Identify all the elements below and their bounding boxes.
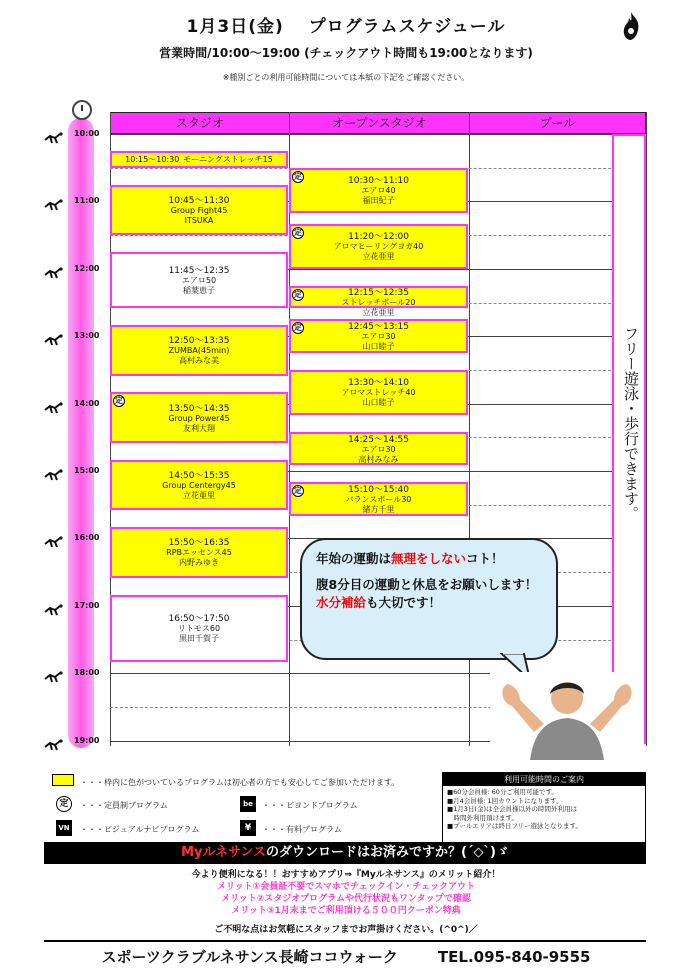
program-instructor: 黒田千賀子 [179, 634, 219, 644]
program-name: エアロ30 [361, 332, 396, 342]
legend-vn-text: ・・・ビジュアルナビプログラム [80, 825, 200, 834]
hour-label: 13:00 [74, 331, 100, 341]
open_studio-program-block [289, 319, 468, 353]
program-instructor: 福田紀子 [362, 196, 395, 206]
tei-icon: 定 [294, 227, 302, 237]
program-time: 14:25〜14:55 [348, 434, 409, 445]
runner-icon [44, 739, 64, 751]
runner-icon [44, 334, 64, 346]
open_studio-program-block [289, 432, 468, 466]
hour-label: 11:00 [74, 196, 100, 206]
tei-icon: 定 [56, 796, 72, 812]
program-time: 10:45〜11:30 [168, 195, 230, 206]
timeline-bar [68, 118, 94, 748]
flame-logo-icon [620, 10, 642, 42]
usage-info-line: ■プールエリアは終日フリー遊泳となります。 [447, 822, 583, 830]
program-time: 10:30〜11:10 [348, 176, 409, 187]
open_studio-program-block [289, 370, 468, 415]
runner-icon [44, 267, 64, 279]
usage-info-title: 利用可能時間のご案内 [443, 773, 645, 786]
program-instructor: 立花亜里 [362, 252, 395, 262]
column-header-pool: プール [469, 112, 646, 134]
hour-label: 16:00 [74, 533, 100, 543]
program-time: 12:15〜12:35 [348, 287, 409, 298]
program-name: Group Fight45 [170, 205, 228, 215]
program-name: エアロ50 [181, 276, 217, 286]
hour-label: 14:00 [74, 398, 100, 408]
grid-vline [646, 112, 647, 746]
tei-icon: 定 [294, 486, 302, 496]
program-name: Group Centergy45 [162, 481, 236, 491]
program-time: 11:45〜12:35 [168, 266, 230, 277]
column-header-open-studio: オープンスタジオ [289, 112, 470, 134]
program-name: リトモス60 [177, 624, 221, 634]
merit-2: メリット②スタジオプログラムや代行状況もワンタップで確認 [221, 894, 471, 904]
studio-program-block [110, 392, 288, 443]
program-name: エアロ40 [361, 186, 396, 196]
usage-info-line: 時間外利用頂けます。 [447, 813, 518, 822]
yen-icon: ¥ [240, 820, 256, 836]
program-time: 13:50〜14:35 [168, 403, 230, 414]
usage-info-lines [443, 786, 645, 833]
studio-program-block [110, 527, 288, 578]
runner-icon [44, 671, 64, 683]
program-instructor: ITSUKA [184, 215, 214, 225]
pool-text: フリー遊泳・歩行できます。 [622, 326, 640, 521]
program-name: アロマヒーリングヨガ40 [333, 242, 424, 252]
open_studio-program-block [289, 286, 468, 317]
studio-program-block [110, 325, 288, 376]
studio-program-block [110, 252, 288, 308]
legend-yellow-swatch [52, 774, 74, 786]
studio-program-block [110, 595, 288, 662]
hour-label: 18:00 [74, 668, 100, 678]
legend-color-text: ・・・枠内に色がついているプログラムは初心者の方でも安心してご参加いただけます。 [80, 778, 400, 787]
program-name: エアロ30 [361, 444, 396, 454]
hour-label: 10:00 [74, 129, 100, 138]
hour-label: 12:00 [74, 263, 100, 273]
program-name: ZUMBA(45min) [168, 346, 230, 356]
runner-icon [44, 199, 64, 211]
runner-icon [44, 132, 64, 144]
column-header-studio: スタジオ [110, 112, 290, 134]
program-time: 15:10〜15:40 [348, 485, 409, 496]
footer-rule [44, 940, 646, 942]
open_studio-program-block [289, 224, 468, 269]
tei-icon: 定 [294, 171, 302, 181]
runner-icon [44, 402, 64, 414]
business-hours: 営業時間/10:00〜19:00 (チェックアウト時間も19:00となります) [159, 46, 533, 60]
program-name: RPBエッセンス45 [166, 548, 232, 558]
program-time: 12:50〜13:35 [168, 336, 230, 347]
tei-icon: 定 [294, 323, 302, 333]
program-name: アロマストレッチ40 [341, 388, 416, 398]
program-time: 11:20〜12:00 [348, 232, 409, 243]
program-instructor: 立花亜里 [362, 307, 395, 317]
program-instructor: 立花亜里 [183, 491, 215, 501]
grid-hour-line [110, 134, 646, 135]
program-name: Group Power45 [168, 413, 230, 423]
bubble-line-1: 年始の運動は無理をしないコト！ [316, 551, 504, 566]
program-instructor: 友利大翔 [183, 423, 215, 433]
instructor-photo [490, 672, 644, 760]
program-time: 16:50〜17:50 [168, 614, 230, 625]
program-instructor: 稲葉恵子 [183, 286, 215, 296]
program-name: ストレッチポール20 [341, 297, 416, 307]
merit-3: メリット③1月末までご利用頂ける５００円クーポン特典 [231, 906, 461, 916]
runner-icon [44, 604, 64, 616]
program-instructor: 内野みゆき [179, 558, 219, 568]
visual-navi-icon: VN [56, 820, 72, 836]
footer-text: スポーツクラブルネサンス長崎ココウォーク TEL.095-840-9555 [101, 948, 591, 966]
studio-program-block [110, 151, 288, 168]
program-instructor: 山口睦子 [362, 398, 395, 408]
hour-label: 17:00 [74, 600, 100, 610]
closing-text: ご不明な点はお気軽にスタッフまでお声掛けください。(^0^)／ [214, 925, 478, 935]
studio-program-block [110, 185, 288, 236]
program-instructor: 高村みなみ [358, 454, 399, 464]
beyond-icon: be [240, 796, 256, 812]
download-banner: Myルネサンスのダウンロードはお済みですか？(´◇`)ゞ [44, 842, 646, 864]
usage-info-line: ■月4会員様: 1回カウントになります。 [447, 796, 563, 805]
open_studio-program-block [289, 482, 468, 516]
tei-icon: 定 [115, 396, 123, 406]
runner-icon [44, 536, 64, 548]
page-title: 1月3日(金) プログラムスケジュール [186, 17, 506, 37]
speech-bubble [300, 538, 558, 660]
runner-icon [44, 469, 64, 481]
open_studio-program-block [289, 168, 468, 213]
merit-intro: 今より便利になる！！おすすめアプリ⇒『Myルネサンス』のメリット紹介！ [191, 870, 501, 880]
program-time: 14:50〜15:35 [168, 471, 230, 482]
program-time: 12:45〜13:15 [348, 322, 409, 333]
studio-program-block [110, 460, 288, 511]
usage-info-line: ■1月3日(金)は全会員様以外の時間外利用は [447, 805, 577, 813]
program-time: 15:50〜16:35 [168, 538, 230, 549]
usage-note: ※種別ごとの利用可能時間については本紙の下記をご確認ください。 [222, 73, 470, 82]
clock-icon [72, 100, 92, 120]
legend-yen-text: ・・・有料プログラム [262, 825, 342, 834]
program-name: バランスボール30 [345, 495, 412, 505]
pool-panel [612, 134, 646, 744]
program-name: モーニングストレッチ15 [183, 154, 273, 164]
program-instructor: 山口睦子 [362, 342, 395, 352]
bubble-line-2: 腹8分目の運動と休息をお願いします！水分補給も大切です！ [316, 577, 538, 610]
tei-icon: 定 [294, 289, 302, 299]
program-time: 13:30〜14:10 [348, 378, 409, 389]
hour-label: 19:00 [74, 735, 100, 745]
usage-info-box [442, 772, 646, 844]
program-instructor: 緒方千里 [362, 505, 395, 515]
merit-1: メリット①会員証不要でスマホでチェックイン・チェックアウト [216, 882, 476, 892]
hour-label: 15:00 [74, 466, 100, 475]
usage-info-line: ■60分会員様: 60分ご利用可能です。 [447, 788, 558, 796]
legend-beyond-text: ・・・ビヨンドプログラム [262, 801, 358, 810]
program-time: 10:15〜10:30 [125, 154, 180, 164]
program-instructor: 高村みな美 [179, 356, 219, 366]
legend-tei-text: ・・・定員制プログラム [80, 801, 168, 810]
